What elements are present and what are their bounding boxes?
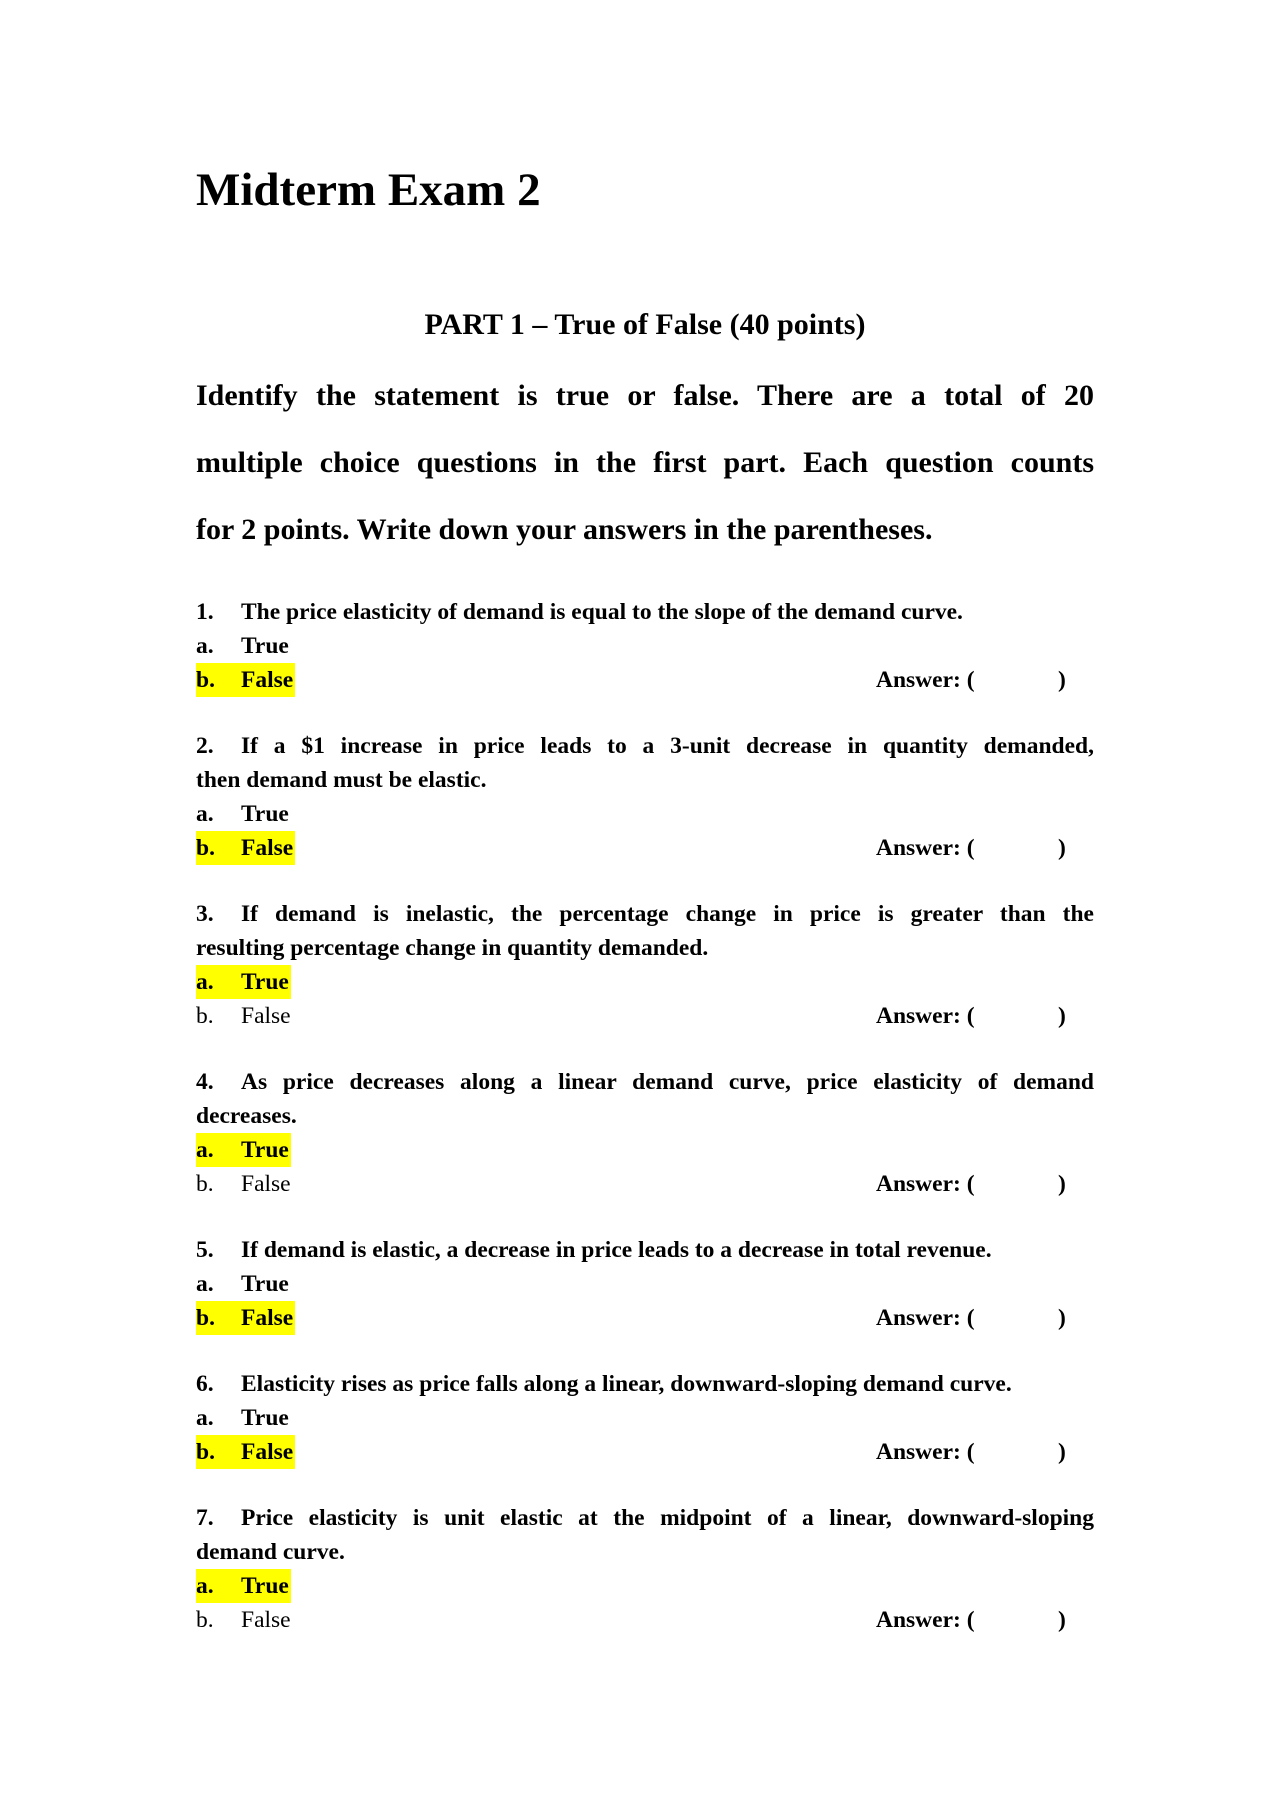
question-text bbox=[196, 1233, 1094, 1267]
question-text bbox=[196, 1501, 1094, 1535]
question-6 bbox=[196, 1367, 1094, 1469]
option-label: True bbox=[241, 969, 289, 995]
highlighted-answer bbox=[196, 831, 295, 865]
option-a bbox=[196, 1401, 1094, 1435]
option-a bbox=[196, 1569, 1094, 1603]
question-text bbox=[196, 1367, 1094, 1401]
option-label: False bbox=[241, 667, 294, 693]
question-text bbox=[196, 897, 1094, 931]
option-letter: b. bbox=[196, 1171, 214, 1197]
option-label: True bbox=[241, 801, 289, 827]
question-line: demand curve. bbox=[196, 1539, 345, 1565]
answer-label: Answer: ( bbox=[876, 667, 975, 693]
highlighted-answer bbox=[196, 965, 291, 999]
option-label: False bbox=[241, 1305, 294, 1331]
question-number: 1. bbox=[196, 599, 214, 625]
option-a bbox=[196, 965, 1094, 999]
instructions-line: multiple choice questions in the first part. Each question counts bbox=[196, 446, 1094, 479]
option-a bbox=[196, 629, 1094, 663]
highlighted-answer bbox=[196, 663, 295, 697]
question-3 bbox=[196, 897, 1094, 1033]
question-2 bbox=[196, 729, 1094, 865]
answer-close: ) bbox=[1058, 1171, 1066, 1197]
question-number: 4. bbox=[196, 1069, 214, 1095]
option-label: True bbox=[241, 1405, 289, 1431]
question-number: 2. bbox=[196, 733, 214, 759]
question-line: As price decreases along a linear demand curve, price elasticity of demand bbox=[241, 1069, 1094, 1095]
answer-label: Answer: ( bbox=[876, 1607, 975, 1633]
option-b bbox=[196, 1167, 1094, 1201]
option-letter: a. bbox=[196, 633, 214, 659]
answer-blank bbox=[876, 663, 1066, 697]
answer-blank bbox=[876, 1301, 1066, 1335]
instructions-paragraph bbox=[196, 362, 1094, 563]
option-label: True bbox=[241, 1271, 289, 1297]
option-letter: b. bbox=[196, 1305, 215, 1331]
question-line: If demand is inelastic, the percentage change in price is greater than the bbox=[241, 901, 1094, 927]
option-b bbox=[196, 1435, 1094, 1469]
question-number: 5. bbox=[196, 1237, 214, 1263]
option-b bbox=[196, 831, 1094, 865]
option-label: False bbox=[241, 1607, 291, 1633]
question-line: decreases. bbox=[196, 1103, 297, 1129]
answer-close: ) bbox=[1058, 1607, 1066, 1633]
answer-blank bbox=[876, 1435, 1066, 1469]
option-a bbox=[196, 1267, 1094, 1301]
question-5 bbox=[196, 1233, 1094, 1335]
option-letter: a. bbox=[196, 969, 214, 995]
answer-label: Answer: ( bbox=[876, 835, 975, 861]
option-letter: a. bbox=[196, 1405, 214, 1431]
option-letter: b. bbox=[196, 1607, 214, 1633]
answer-close: ) bbox=[1058, 835, 1066, 861]
answer-label: Answer: ( bbox=[876, 1439, 975, 1465]
option-b bbox=[196, 999, 1094, 1033]
option-label: False bbox=[241, 835, 294, 861]
option-letter: a. bbox=[196, 801, 214, 827]
question-line: then demand must be elastic. bbox=[196, 767, 487, 793]
answer-label: Answer: ( bbox=[876, 1171, 975, 1197]
question-line: Elasticity rises as price falls along a linear, downward-sloping demand curve. bbox=[241, 1371, 1012, 1397]
answer-close: ) bbox=[1058, 1305, 1066, 1331]
question-line: The price elasticity of demand is equal to the slope of the demand curve. bbox=[241, 599, 963, 625]
instructions-line: for 2 points. Write down your answers in the parentheses. bbox=[196, 513, 933, 546]
answer-blank bbox=[876, 999, 1066, 1033]
answer-label: Answer: ( bbox=[876, 1305, 975, 1331]
question-text bbox=[196, 729, 1094, 763]
highlighted-answer bbox=[196, 1301, 295, 1335]
highlighted-answer bbox=[196, 1435, 295, 1469]
answer-close: ) bbox=[1058, 1003, 1066, 1029]
option-letter: b. bbox=[196, 667, 215, 693]
option-label: False bbox=[241, 1171, 291, 1197]
answer-blank bbox=[876, 831, 1066, 865]
question-7 bbox=[196, 1501, 1094, 1637]
option-letter: b. bbox=[196, 1439, 215, 1465]
option-letter: a. bbox=[196, 1137, 214, 1163]
answer-blank bbox=[876, 1603, 1066, 1637]
option-b bbox=[196, 1603, 1094, 1637]
option-label: True bbox=[241, 633, 289, 659]
question-line: resulting percentage change in quantity demanded. bbox=[196, 935, 709, 961]
highlighted-answer bbox=[196, 1569, 291, 1603]
answer-close: ) bbox=[1058, 1439, 1066, 1465]
question-line: If a $1 increase in price leads to a 3-unit decrease in quantity demanded, bbox=[241, 733, 1094, 759]
question-number: 7. bbox=[196, 1505, 214, 1531]
question-line: If demand is elastic, a decrease in price leads to a decrease in total revenue. bbox=[241, 1237, 992, 1263]
option-label: False bbox=[241, 1003, 291, 1029]
option-letter: b. bbox=[196, 835, 215, 861]
highlighted-answer bbox=[196, 1133, 291, 1167]
part-heading: PART 1 – True of False (40 points) bbox=[424, 308, 866, 341]
option-b bbox=[196, 663, 1094, 697]
question-1 bbox=[196, 595, 1094, 697]
option-label: False bbox=[241, 1439, 294, 1465]
option-b bbox=[196, 1301, 1094, 1335]
option-letter: a. bbox=[196, 1271, 214, 1297]
option-letter: a. bbox=[196, 1573, 214, 1599]
option-letter: b. bbox=[196, 1003, 214, 1029]
option-a bbox=[196, 1133, 1094, 1167]
question-text bbox=[196, 1065, 1094, 1099]
question-number: 3. bbox=[196, 901, 214, 927]
option-label: True bbox=[241, 1137, 289, 1163]
instructions-line: Identify the statement is true or false. There are a total of 20 bbox=[196, 379, 1094, 412]
answer-close: ) bbox=[1058, 667, 1066, 693]
option-a bbox=[196, 797, 1094, 831]
question-line: Price elasticity is unit elastic at the midpoint of a linear, downward-sloping bbox=[241, 1505, 1094, 1531]
question-text bbox=[196, 595, 1094, 629]
answer-label: Answer: ( bbox=[876, 1003, 975, 1029]
exam-title: Midterm Exam 2 bbox=[196, 164, 541, 216]
question-number: 6. bbox=[196, 1371, 214, 1397]
question-4 bbox=[196, 1065, 1094, 1201]
answer-blank bbox=[876, 1167, 1066, 1201]
option-label: True bbox=[241, 1573, 289, 1599]
